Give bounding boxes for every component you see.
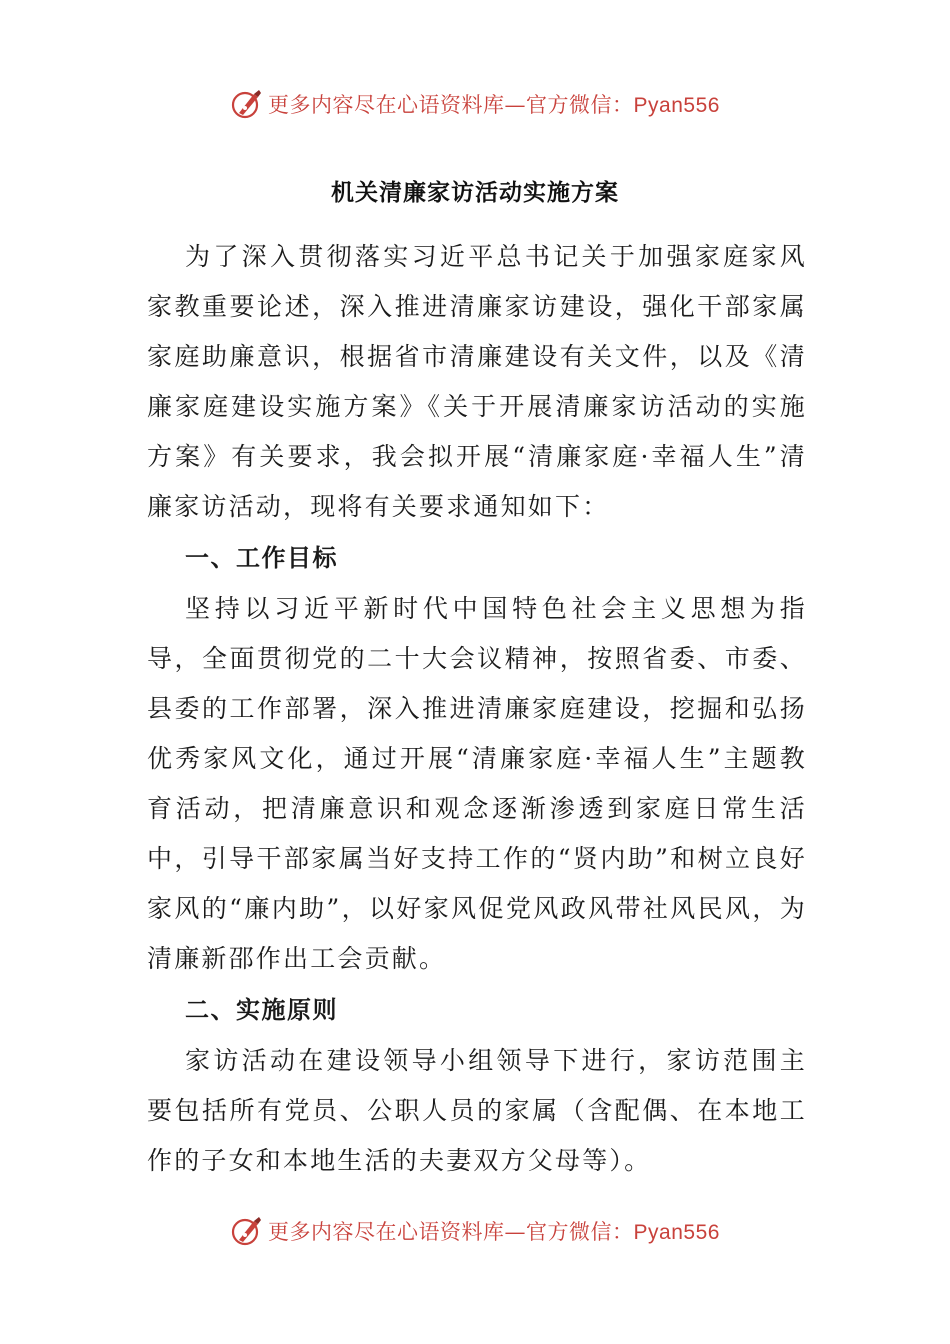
pen-nib-circle-icon bbox=[230, 87, 264, 121]
document-body bbox=[147, 232, 807, 1186]
intro-paragraph: 为了深入贯彻落实习近平总书记关于加强家庭家风家教重要论述，深入推进清廉家访建设，强化干部家属家庭助廉意识，根据省市清廉建设有关文件，以及《清廉家庭建设实施方案》《关于开展清廉家访活动的实施方案》有关要求，我会拟开展“清廉家庭·幸福人生”清廉家访活动，现将有关要求通知如下： bbox=[147, 242, 807, 521]
section-body-principles: 家访活动在建设领导小组领导下进行，家访范围主要包括所有党员、公职人员的家属（含配偶、在本地工作的子女和本地生活的夫妻双方父母等）。 bbox=[147, 1046, 807, 1175]
watermark-text: 更多内容尽在心语资料库—官方微信：Pyan556 bbox=[268, 93, 720, 117]
footer-watermark bbox=[0, 1211, 950, 1251]
watermark-text: 更多内容尽在心语资料库—官方微信：Pyan556 bbox=[268, 1220, 720, 1244]
section-heading-principles: 二、实施原则 bbox=[185, 996, 338, 1024]
section-heading-goals: 一、工作目标 bbox=[185, 544, 338, 572]
page-title: 机关清廉家访活动实施方案 bbox=[331, 180, 619, 206]
header-watermark bbox=[0, 84, 950, 124]
pen-nib-circle-icon bbox=[230, 1214, 264, 1248]
section-body-goals: 坚持以习近平新时代中国特色社会主义思想为指导，全面贯彻党的二十大会议精神，按照省委、市委、县委的工作部署，深入推进清廉家庭建设，挖掘和弘扬优秀家风文化，通过开展“清廉家庭·幸福人生”主题教育活动，把清廉意识和观念逐渐渗透到家庭日常生活中，引导干部家属当好支持工作的“贤内助”和树立良好家风的“廉内助”，以好家风促党风政风带社风民风，为清廉新邵作出工会贡献。 bbox=[147, 594, 807, 973]
wechat-id: Pyan556 bbox=[633, 1221, 720, 1244]
wechat-id: Pyan556 bbox=[633, 94, 720, 117]
